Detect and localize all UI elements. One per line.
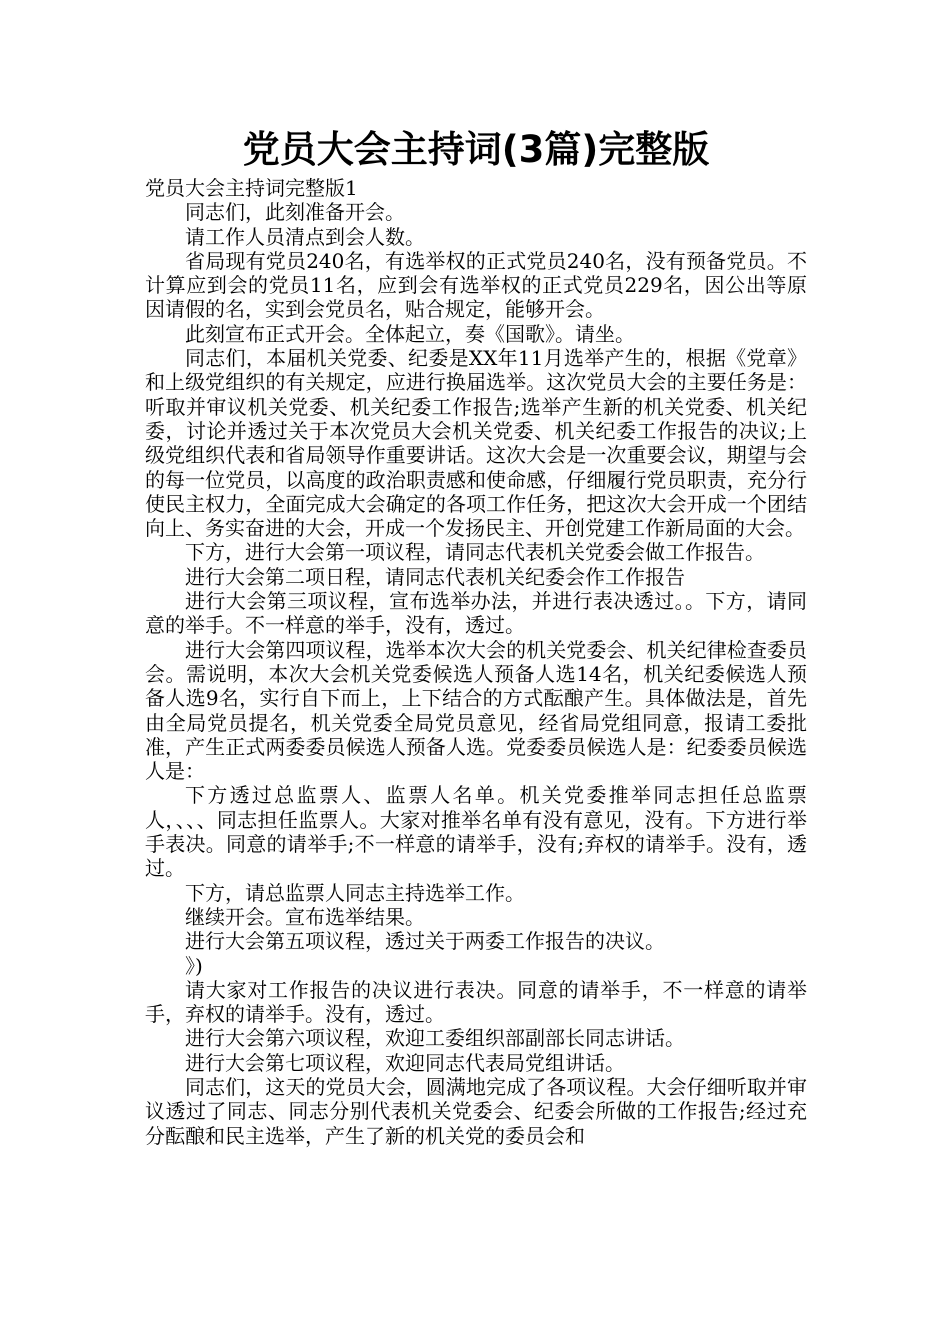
paragraph: 进行大会第七项议程，欢迎同志代表局党组讲话。: [185, 1050, 625, 1075]
document-title: 党员大会主持词(3篇)完整版: [242, 128, 710, 171]
paragraph: 同志们，本届机关党委、纪委是XX年11月选举产生的，根据《党章》和上级党组织的有关规定，应进行换届选举。这次党员大会的主要任务是：听取并审议机关党委、机关纪委工作报告;选举产生新的机关党委、机关纪委，讨论并透过关于本次党员大会机关党委、机关纪委工作报告的决议;上级党组织代表和省局领导作重要讲话。这次大会是一次重要会议，期望与会的每一位党员，以高度的政治职责感和使命感，仔细履行党员职责，充分行使民主权力，全面完成大会确定的各项工作任务，把这次大会开成一个团结向上、务实奋进的大会，开成一个发扬民主、开创党建工作新局面的大会。: [145, 346, 807, 541]
paragraph: 请工作人员清点到会人数。: [185, 224, 425, 249]
paragraph: 请大家对工作报告的决议进行表决。同意的请举手，不一样意的请举手，弃权的请举手。没有，透过。: [145, 977, 807, 1027]
paragraph: 》): [185, 953, 203, 978]
document-body: [145, 200, 807, 1148]
paragraph: 此刻宣布正式开会。全体起立，奏《国歌》。请坐。: [185, 321, 635, 346]
paragraph: 进行大会第四项议程，选举本次大会的机关党委会、机关纪律检查委员会。需说明，本次大会机关党委候选人预备人选14名，机关纪委候选人预备人选9名，实行自下而上，上下结合的方式酝酿产生。具体做法是，首先由全局党员提名，机关党委全局党员意见，经省局党组同意，报请工委批准，产生正式两委委员候选人预备人选。党委委员候选人是：纪委委员候选人是：: [145, 637, 807, 784]
paragraph: 进行大会第三项议程，宣布选举办法，并进行表决透过。。下方，请同意的举手。不一样意的举手，没有，透过。: [145, 589, 807, 638]
document-page: [145, 124, 807, 1148]
paragraph: 继续开会。宣布选举结果。: [185, 904, 425, 929]
section-heading: 党员大会主持词完整版1: [145, 176, 358, 200]
paragraph: 进行大会第五项议程，透过关于两委工作报告的决议。: [185, 929, 665, 954]
paragraph: 同志们，这天的党员大会，圆满地完成了各项议程。大会仔细听取并审议透过了同志、同志分别代表机关党委会、纪委会所做的工作报告;经过充分酝酿和民主选举，产生了新的机关党的委员会和: [145, 1074, 807, 1148]
paragraph: 下方透过总监票人、监票人名单。机关党委推举同志担任总监票人，、、、同志担任监票人。大家对推举名单有没有意见，没有。下方进行举手表决。同意的请举手;不一样意的请举手，没有;弃权的请举手。没有，透过。: [145, 783, 807, 881]
paragraph: 下方，请总监票人同志主持选举工作。: [185, 880, 525, 905]
paragraph: 省局现有党员240名，有选举权的正式党员240名，没有预备党员。不计算应到会的党员11名，应到会有选举权的正式党员229名，因公出等原因请假的名，实到会党员名，贴合规定，能够开会。: [145, 248, 807, 322]
paragraph: 下方，进行大会第一项议程，请同志代表机关党委会做工作报告。: [185, 540, 765, 565]
paragraph: 进行大会第六项议程，欢迎工委组织部副部长同志讲话。: [185, 1026, 685, 1051]
paragraph: 同志们，此刻准备开会。: [185, 200, 405, 225]
paragraph: 进行大会第二项日程，请同志代表机关纪委会作工作报告: [185, 564, 685, 589]
